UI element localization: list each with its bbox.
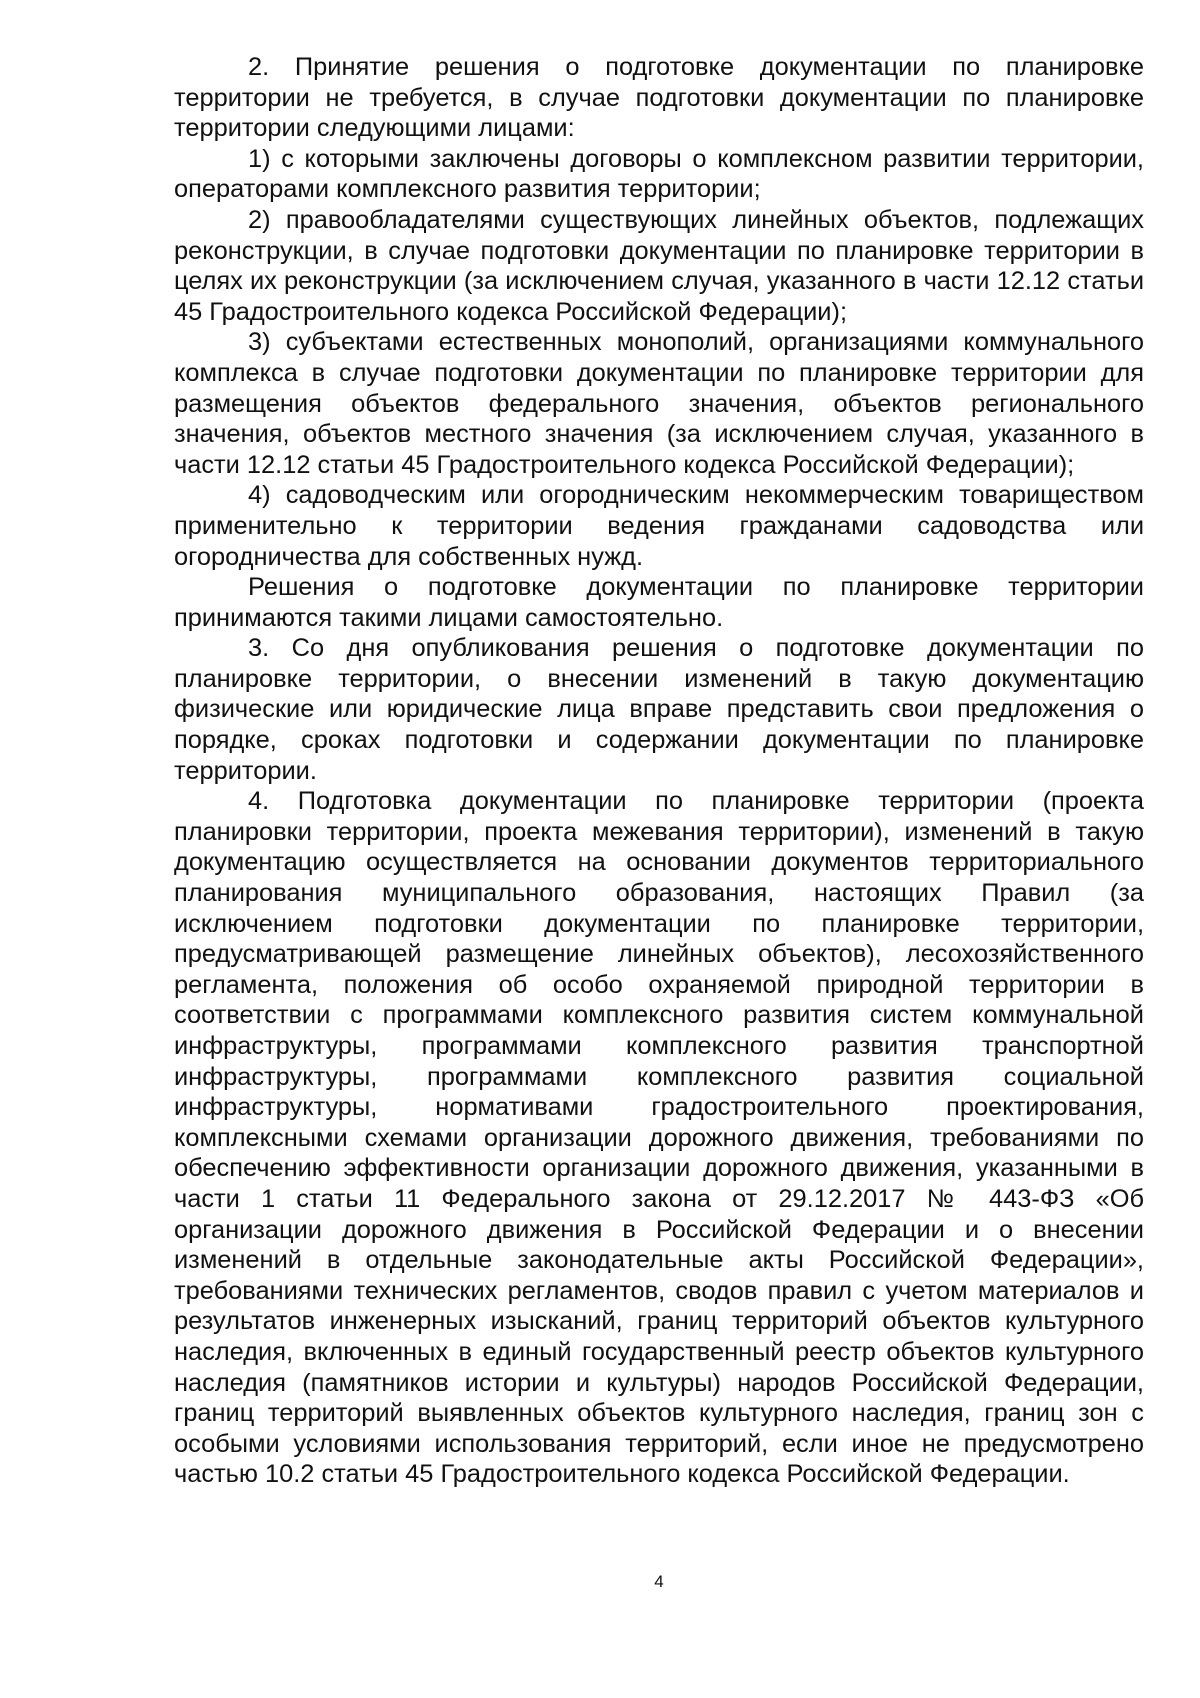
paragraph-subitem-1: 1) с которыми заключены договоры о комплексном развитии территории, операторами комплексного развития территории; (174, 144, 1144, 204)
page-number: 4 (654, 1572, 664, 1591)
paragraph-item-2-decision: 2. Принятие решения о подготовке документации по планировке территории не требуется, в случае подготовки документации по планировке территории следующими лицами: (174, 53, 1144, 143)
paragraph-subitem-4: 4) садоводческим или огородническим некоммерческим товариществом применительно к территории ведения гражданами садоводства или огородничества для собственных нужд. (174, 481, 1144, 571)
paragraph-decisions-independent: Решения о подготовке документации по планировке территории принимаются такими лицами самостоятельно. (174, 573, 1144, 632)
document-body (174, 52, 1144, 1490)
paragraph-item-4-preparation: 4. Подготовка документации по планировке территории (проекта планировки территории, проекта межевания территории), изменений в такую документацию осуществляется на основании документов территориального планирования муниципального образования, настоящих Правил (за исключением подготовки документации по планировке территории, предусматривающей размещение линейных объектов), лесохозяйственного регламента, положения об особо охраняемой природной территории в соответствии с программами комплексного развития систем коммунальной инфраструктуры, программами комплексного развития транспортной инфраструктуры, программами комплексного развития социальной инфраструктуры, нормативами градостроительного проектирования, комплексными схемами организации дорожного движения, требованиями по обеспечению эффективности организации дорожного движения, указанными в части 1 статьи 11 Федерального закона от 29.12.2017 № 443-ФЗ «Об организации дорожного движения в Российской Федерации и о внесении изменений в отдельные законодательные акты Российской Федерации», требованиями технических регламентов, сводов правил с учетом материалов и результатов инженерных изысканий, границ территорий объектов культурного наследия, включенных в единый государственный реестр объектов культурного наследия (памятников истории и культуры) народов Российской Федерации, границ территорий выявленных объектов культурного наследия, границ зон с особыми условиями использования территорий, если иное не предусмотрено частью 10.2 статьи 45 Градостроительного кодекса Российской Федерации. (174, 787, 1144, 1489)
paragraph-item-3-proposals: 3. Со дня опубликования решения о подготовке документации по планировке территории, о внесении изменений в такую документацию физические или юридические лица вправе представить свои предложения о порядке, сроках подготовки и содержании документации по планировке территории. (174, 634, 1144, 785)
paragraph-subitem-3: 3) субъектами естественных монополий, организациями коммунального комплекса в случае подготовки документации по планировке территории для размещения объектов федерального значения, объектов регионального значения, объектов местного значения (за исключением случая, указанного в части 12.12 статьи 45 Градостроительного кодекса Российской Федерации); (174, 328, 1144, 479)
paragraph-subitem-2: 2) правообладателями существующих линейных объектов, подлежащих реконструкции, в случае подготовки документации по планировке территории в целях их реконструкции (за исключением случая, указанного в части 12.12 статьи 45 Градостроительного кодекса Российской Федерации); (174, 205, 1144, 326)
